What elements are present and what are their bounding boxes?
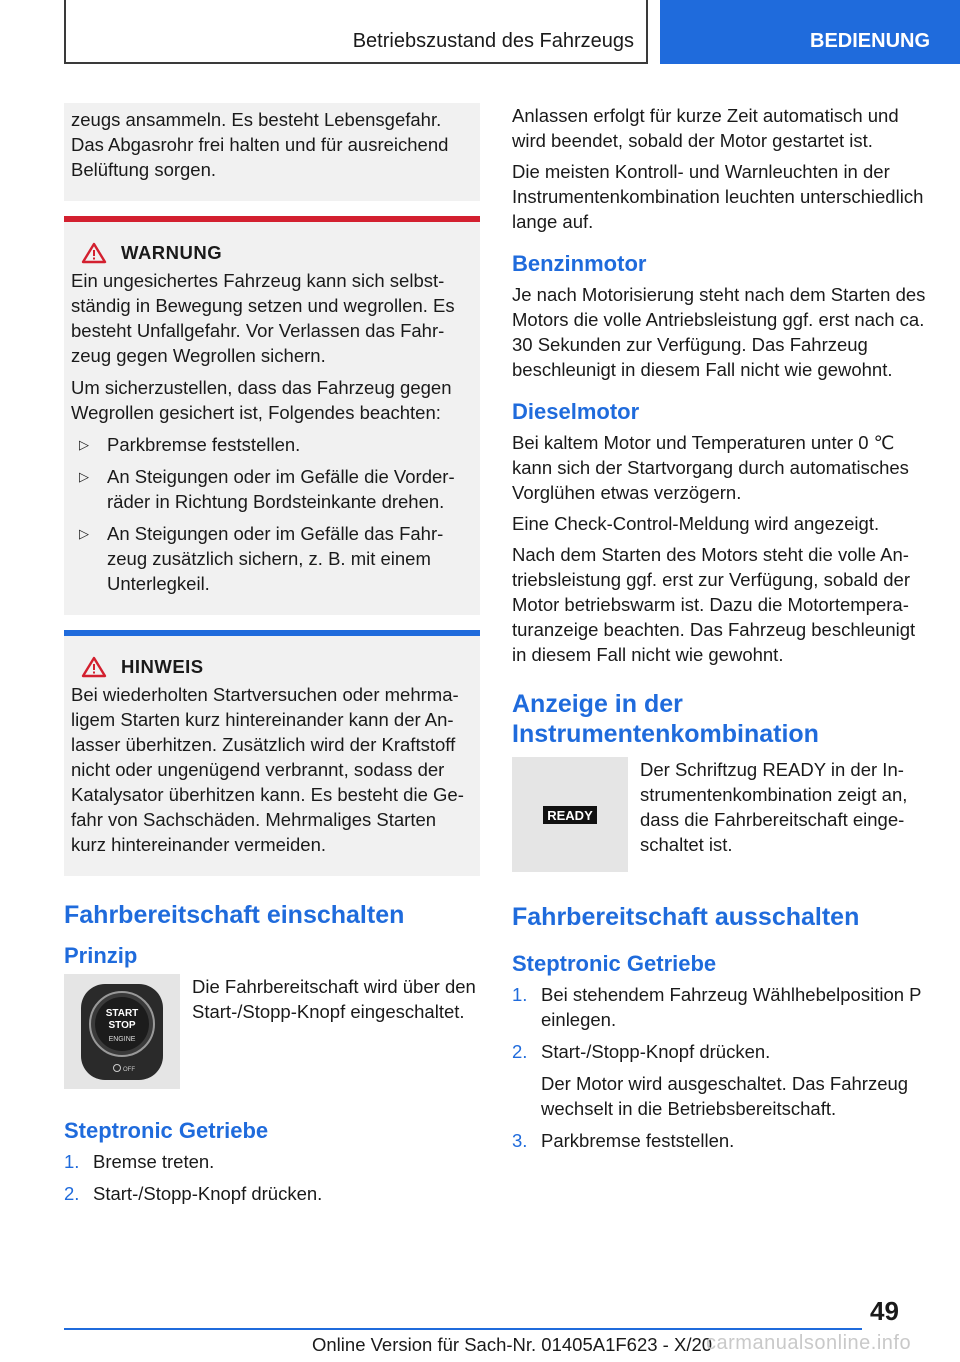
list-item: ▷ An Steigungen oder im Gefälle die Vorderräder in Richtung Bordsteinkante drehen. [79,466,455,512]
paragraph-diesel-3: Nach dem Starten des Motors steht die volle Antriebsleistung ggf. erst zur Verfügung, sobald der Motor betriebswarm ist. Dazu die Motortemperaturanzeige beachten. Das Fahrzeug beschleunigt in diesem Fall nicht wie gewohnt. [512,544,916,665]
subsection-benzinmotor: Benzinmotor [512,251,647,276]
header-title: Betriebszustand des Fahrzeugs [352,30,634,52]
list-item: 2. Start-/Stopp-Knopf drücken. [64,1183,323,1204]
ready-text: READY [547,807,593,823]
ready-display-icon [542,804,598,826]
warning-triangle-icon [81,242,107,264]
watermark: carmanualsonline.info [706,1332,912,1354]
anzeige-figure-row [512,757,928,872]
triangle-bullet-icon: ▷ [79,526,89,541]
triangle-bullet-icon: ▷ [79,469,89,484]
prinzip-figure-row [64,974,480,1089]
warning-box [64,216,480,615]
warning-paragraph-1: Ein ungesichertes Fahrzeug kann sich selbstständig in Bewegung setzen und wegrollen. Es besteht Unfallgefahr. Vor Verlassen das Fahrzeug gegen Wegrollen sichern. [71,270,455,366]
warning-paragraph-2: Um sicherzustellen, dass das Fahrzeug gegen Wegrollen gesichert ist, Folgendes beachten: [71,377,452,423]
left-column [64,103,480,1213]
subsection-prinzip: Prinzip [64,943,138,968]
start-stop-button-image [64,974,180,1089]
button-start-text: START [105,1007,139,1019]
header-frame [64,0,648,64]
list-item: 1. Bei stehendem Fahrzeug Wählhebelposition P einlegen. [512,984,922,1030]
button-stop-text: STOP [108,1019,136,1031]
start-stop-button-icon [77,980,167,1084]
subsection-steptronic-start: Steptronic Getriebe [64,1118,269,1143]
ready-indicator-image [512,757,628,872]
stop-steps-list [512,982,928,1153]
caution-triangle-icon [81,656,107,678]
hint-heading [71,654,473,679]
chapter-tab: BEDIENUNG [660,0,960,64]
prinzip-text: Die Fahrbereitschaft wird über den Start-/Stopp-Knopf eingeschaltet. [192,976,476,1022]
triangle-bullet-icon: ▷ [79,437,89,452]
warning-list [71,432,473,596]
hint-label: HINWEIS [121,656,204,677]
hint-box [64,630,480,876]
subsection-dieselmotor: Dieselmotor [512,399,640,424]
intro-box [64,103,480,201]
hint-paragraph: Bei wiederholten Startversuchen oder mehrmaligem Starten kurz hintereinander kann der Anlasser überhitzen. Zusätzlich wird der Kraftstoff nicht oder ungenügend verbrannt, sodass der Katalysator überhitzen kann. Es besteht die Gefahr von Sachschäden. Mehrmaliges Starten kurz hintereinander vermeiden. [71,684,464,855]
page-number: 49 [870,1296,899,1326]
anzeige-text: Der Schriftzug READY in der Instrumentenkombination zeigt an, dass die Fahrbereitschaft eingeschaltet ist. [640,759,908,855]
list-item: 1. Bremse treten. [64,1151,215,1172]
list-item: ▷ Parkbremse feststellen. [79,434,301,455]
paragraph-anlassen: Anlassen erfolgt für kurze Zeit automatisch und wird beendet, sobald der Motor gestartet ist. [512,105,899,151]
section-title-start: Fahrbereitschaft einschalten [64,901,405,929]
start-steps-list [64,1149,480,1206]
paragraph-diesel-2: Eine Check-Control-Meldung wird angezeigt. [512,513,880,534]
warning-label: WARNUNG [121,242,223,263]
right-column [512,103,928,1160]
paragraph-benzinmotor: Je nach Motorisierung steht nach dem Starten des Motors die volle Antriebsleistung ggf. erst nach ca. 30 Sekunden zur Verfügung. Das Fahrzeug beschleunigt in diesem Fall nicht wie gewohnt. [512,284,926,380]
intro-text: zeugs ansammeln. Es besteht Lebensgefahr. Das Abgasrohr frei halten und für ausreichend Belüftung sorgen. [71,109,449,180]
footer-divider [64,1328,862,1330]
footer-text: Online Version für Sach-Nr. 01405A1F623 - X/20 [312,1334,713,1355]
section-title-ausschalten: Fahrbereitschaft ausschalten [512,903,860,931]
paragraph-warnleuchten: Die meisten Kontroll- und Warnleuchten in der Instrumentenkombination leuchten unterschiedlich lange auf. [512,161,924,232]
list-item: 2. Start-/Stopp-Knopf drücken. Der Motor wird ausgeschaltet. Das Fahrzeug wechselt in die Betriebsbereitschaft. [512,1041,909,1119]
list-item: 3. Parkbremse feststellen. [512,1130,735,1151]
paragraph-diesel-1: Bei kaltem Motor und Temperaturen unter 0 ℃ kann sich der Startvorgang durch automatisches Vorglühen etwas verzögern. [512,432,909,503]
button-engine-text: ENGINE [108,1035,136,1043]
warning-heading [71,240,473,265]
subsection-steptronic-stop: Steptronic Getriebe [512,951,717,976]
section-title-anzeige: Anzeige in der Instrumentenkombination [512,690,819,748]
list-item: ▷ An Steigungen oder im Gefälle das Fahrzeug zusätzlich sichern, z. B. mit einem Unterlegkeil. [79,523,444,594]
button-off-text: OFF [123,1066,135,1073]
